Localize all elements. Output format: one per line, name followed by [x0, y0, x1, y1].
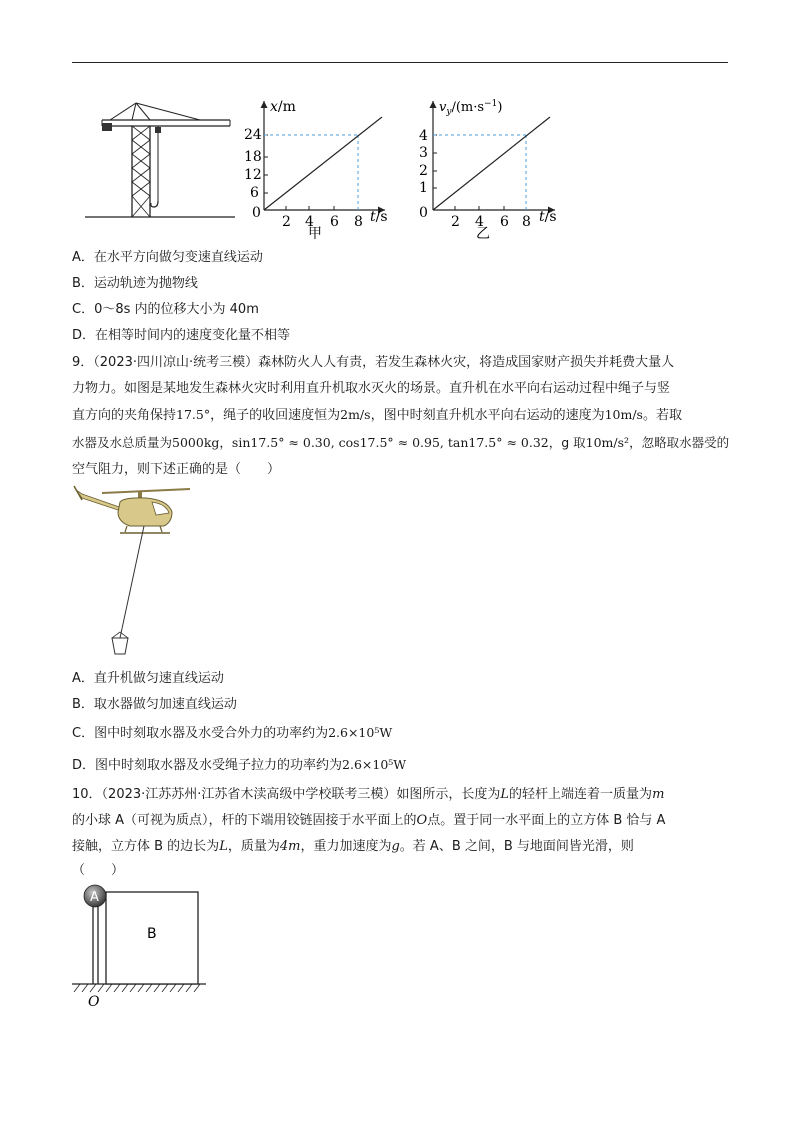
yi-y-tick: 2	[419, 163, 428, 179]
q9-option-c-value: 2.6×10⁵W	[328, 725, 393, 740]
q10-stem-line1	[72, 786, 664, 804]
yi-x-label: t/s	[539, 209, 557, 225]
jia-grid	[264, 135, 334, 210]
q9-stem-line2: 力物力。如图是某地发生森林火灾时利用直升机取水灭火的场景。直升机在水平向右运动过程中绳子与竖	[72, 381, 671, 396]
jia-caption: 甲	[308, 226, 322, 240]
q10-stem-line4: （ ）	[72, 863, 125, 878]
q8-option-d: D．在相等时间内的速度变化量不相等	[72, 328, 291, 343]
q9-stem-line3	[72, 406, 682, 425]
crane-figure	[80, 95, 240, 220]
q9-stem-line4	[72, 434, 729, 452]
q9-stem-line1: 9．（2023·四川凉山·统考三模）森林防火人人有责，若发生森林火灾，将造成国家财产损失并耗费大量人	[72, 355, 675, 370]
cube-b-label: B	[147, 926, 157, 942]
q9-option-c	[72, 724, 392, 743]
jia-x-tick: 6	[330, 214, 339, 230]
jia-y-tick: 24	[244, 127, 262, 143]
jia-x-label: t/s	[370, 209, 388, 225]
jia-x-tick: 2	[282, 214, 291, 230]
q8-option-c: C．0～8s 内的位移大小为 40m	[72, 302, 259, 317]
yi-series-line	[433, 117, 550, 210]
q9-text: ，绳子的收回速度恒为	[210, 408, 341, 423]
jia-x-tick: 8	[354, 214, 363, 230]
q10-text: ，重力加速度为	[300, 839, 392, 854]
yi-y-tick: 1	[419, 180, 428, 196]
yi-x-tick: 8	[522, 214, 531, 230]
q9-option-b: B．取水器做匀加速直线运动	[72, 697, 237, 712]
jia-x-tick: 4	[305, 214, 314, 230]
q8-option-a: A．在水平方向做匀变速直线运动	[72, 250, 263, 265]
q9-text: ，g 取	[548, 435, 586, 450]
q10-mass: 4m	[279, 839, 301, 854]
ball-a-label: A	[90, 890, 99, 905]
q10-text: 的小球 A（可视为质点），杆的下端用铰链固接于水平面上的	[72, 813, 417, 828]
q10-text: ，质量为	[227, 839, 280, 854]
q10-var-l: L	[500, 787, 510, 802]
q9-mass: 5000kg	[172, 435, 220, 450]
jia-origin: 0	[252, 205, 261, 221]
q8-option-b: B．运动轨迹为抛物线	[72, 276, 198, 291]
q9-trig: ，sin17.5° ≈ 0.30, cos17.5° ≈ 0.95, tan17.5° ≈ 0.32	[219, 435, 549, 450]
q10-text: 10．（2023·江苏苏州·江苏省木渎高级中学校联考三模）如图所示，长度为	[72, 787, 501, 802]
q9-option-d-value: 2.6×10⁵W	[342, 757, 407, 772]
jia-y-tick: 12	[244, 167, 262, 183]
hinge-o-label: O	[88, 994, 100, 1010]
graph-yi	[405, 95, 565, 240]
q10-var-g: g	[391, 839, 400, 854]
q10-stem-line2	[72, 812, 665, 830]
jia-y-label: x/m	[270, 99, 296, 115]
yi-x-tick: 2	[451, 214, 460, 230]
q9-rope-speed: 2m/s	[340, 407, 371, 422]
q9-option-a: A．直升机做匀速直线运动	[72, 671, 224, 686]
jia-y-tick: 18	[244, 149, 262, 165]
helicopter-figure	[72, 482, 202, 662]
q9-g: 10m/s²	[585, 435, 630, 450]
q9-angle: 17.5°	[176, 407, 211, 422]
q10-text: 点。置于同一水平面上的立方体 B 恰与 A	[427, 813, 666, 828]
q10-text: 。若 A、B 之间，B 与地面间皆光滑，则	[399, 839, 634, 854]
q9-text: ，图中时刻直升机水平向右运动的速度为	[370, 408, 605, 423]
yi-origin: 0	[419, 205, 428, 221]
q10-var-m: m	[652, 787, 665, 802]
q9-heli-speed: 10m/s	[604, 407, 643, 422]
q10-var-l: L	[219, 839, 228, 854]
q10-var-o: O	[416, 813, 428, 828]
q10-text: 的轻杆上端连着一质量为	[509, 787, 653, 802]
yi-caption: 乙	[476, 226, 490, 240]
q9-text: 。若取	[642, 408, 682, 423]
q9-option-c-text: C．图中时刻取水器及水受合外力的功率约为	[72, 726, 329, 741]
q9-text: ，忽略取水器受的	[629, 435, 730, 450]
q9-text: 直方向的夹角保持	[72, 408, 177, 423]
q10-text: 接触，立方体 B 的边长为	[72, 839, 220, 854]
q9-text: 水器及水总质量为	[72, 435, 173, 450]
graph-jia	[240, 95, 390, 240]
q10-stem-line3	[72, 838, 634, 856]
cube-figure	[70, 880, 210, 1010]
jia-series-line	[264, 117, 382, 210]
yi-y-tick: 3	[419, 145, 428, 161]
q9-stem-line5: 空气阻力，则下述正确的是（ ）	[72, 462, 281, 477]
q9-option-d	[72, 756, 406, 775]
jia-y-tick: 6	[250, 185, 259, 201]
yi-x-tick: 4	[475, 214, 484, 230]
q9-option-d-text: D．图中时刻取水器及水受绳子拉力的功率约为	[72, 758, 343, 773]
yi-y-tick: 4	[419, 128, 428, 144]
yi-y-label: $v_y/(m\cdot s^{-1})$	[439, 99, 503, 117]
yi-x-tick: 6	[500, 214, 509, 230]
header-rule	[72, 62, 728, 63]
